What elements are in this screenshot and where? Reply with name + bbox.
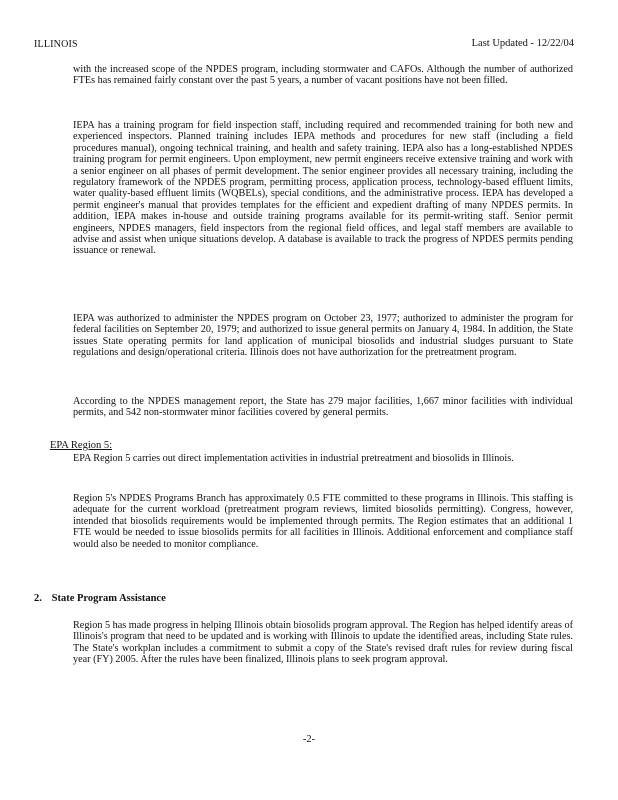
epa-region-heading: EPA Region 5: (50, 440, 113, 451)
page-number: -2- (302, 734, 316, 745)
section-heading (34, 593, 166, 604)
section-title: State Program Assistance (51, 593, 166, 604)
header-state: ILLINOIS (34, 39, 78, 50)
paragraph-authorization: IEPA was authorized to administer the NPDES program on October 23, 1977; authorized to administer the program for federal facilities on September 20, 1979; and authorized to issue general permits on January 4, 1984. In addition, the State issues State operating permits for land application of municipal biosolids and industrial sludges pursuant to State regulations and design/operational criteria. Illinois does not have authorization for the pretreatment program. (73, 313, 573, 359)
section-number: 2. (34, 593, 42, 604)
paragraph-program-assistance: Region 5 has made progress in helping Illinois obtain biosolids program approval. The Region has helped identify areas of Illinois's program that need to be updated and is working with Illinois to update the identified areas, including State rules. The State's workplan includes a commitment to submit a copy of the State's revised draft rules for review during fiscal year (FY) 2005. After the rules have been finalized, Illinois plans to seek program approval. (73, 620, 573, 666)
paragraph-staffing: with the increased scope of the NPDES program, including stormwater and CAFOs. Although the number of authorized FTEs has remained fairly constant over the past 5 years, a number of vacant positions have not been filled. (73, 64, 573, 87)
paragraph-facilities: According to the NPDES management report, the State has 279 major facilities, 1,667 minor facilities with individual permits, and 542 non-stormwater minor facilities covered by general permits. (73, 396, 573, 419)
paragraph-training: IEPA has a training program for field inspection staff, including required and recommended training for both new and experienced inspectors. Planned training includes IEPA methods and procedures for new staff (including a field procedures manual), ongoing technical training, and health and safety training. IEPA also has a long-established NPDES training program for permit engineers. Upon employment, new permit engineers receive extensive training and work with a senior engineer on all phases of permit development. The senior engineer provides all necessary training, including the regulatory framework of the NPDES program, permitting process, application process, technology-based effluent limits, water quality-based effluent limits (WQBELs), special conditions, and the administrative process. IEPA has developed a permit engineer's manual that provides templates for the efficient and expedient drafting of many NPDES permits. In addition, IEPA makes in-house and outside training programs available for its permit-writing staff. Senior permit engineers, NPDES managers, field inspectors from the regional field offices, and legal staff members are available to advise and assist when unique situations develop. A database is available to track the progress of NPDES permits pending issuance or renewal. (73, 120, 573, 257)
header-last-updated: Last Updated - 12/22/04 (471, 38, 574, 49)
paragraph-region-staffing: Region 5's NPDES Programs Branch has approximately 0.5 FTE committed to these programs in Illinois. This staffing is adequate for the current workload (pretreatment program reviews, limited biosolids permitting). Congress, however, intended that biosolids requirements would be implemented through permits. The Region estimates that an additional 1 FTE would be needed to issue biosolids permits for all facilities in Illinois. Additional enforcement and compliance staff would also be needed to monitor compliance. (73, 493, 573, 550)
paragraph-region-implementation: EPA Region 5 carries out direct implementation activities in industrial pretreatment and biosolids in Illinois. (73, 453, 514, 464)
